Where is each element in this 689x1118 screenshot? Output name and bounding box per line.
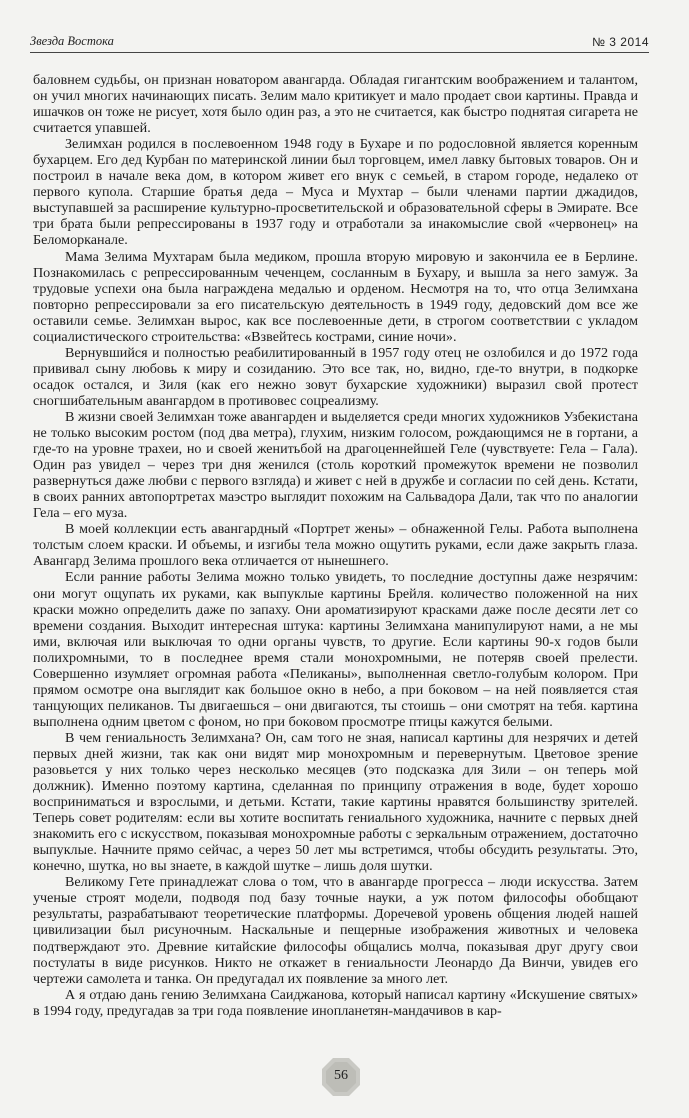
paragraph: В моей коллекции есть авангардный «Портрет жены» – обнаженной Гелы. Работа выполнена толстым слоем краски. И объемы, и изгибы тела можно ощутить руками, если даже закрыть глаза. Авангард Зелима прошлого века отличается от нынешнего. — [33, 521, 638, 570]
paragraph: А я отдаю дань гению Зелимхана Саиджанова, который написал картину «Искушение святых» в 1994 году, предугадав за три года появление инопланетян-мандачивов в кар- — [33, 986, 638, 1019]
article-body — [33, 72, 638, 1019]
paragraph: баловнем судьбы, он признан новатором авангарда. Обладая гигантским воображением и талантом, он учил многих начинающих писать. Зелим мало критикует и мало продает свои картины. Правда и ишачков он тоже не рисует, хотя было один раз, а это не считается, как быстро поднятая сигарета не считается упавшей. — [33, 72, 638, 137]
page-number: 56 — [334, 1068, 348, 1083]
running-header — [30, 30, 649, 53]
paragraph: В чем гениальность Зелимхана? Он, сам того не зная, написал картины для незрячих и детей первых дней жизни, так как они видят мир монохромным и перевернутым. Цветовое зрение разовьется у них только через несколько месяцев (это подсказка для Зили – он теперь мой должник). Именно поэтому картина, сделанная по принципу отражения в воде, будет хорошо восприниматься и взрослыми, и детьми. Кстати, такие картины нравятся большинству зрителей. Теперь совет родителям: если вы хотите воспитать гениального художника, начните с первых дней знакомить его с искусством, показывая монохромные работы с зеркальным отражением, достаточно выпуклые. Начните прямо сейчас, а через 50 лет мы встретимся, чтобы обсудить результаты. Это, конечно, шутка, но вы знаете, в каждой шутке – лишь доля шутки. — [33, 729, 638, 875]
paragraph: Зелимхан родился в послевоенном 1948 году в Бухаре и по родословной является коренным бухарцем. Его дед Курбан по материнской линии был торговцем, имел лавку бытовых товаров. Он и построил в начале века дом, в котором живет его внук с семьей, в старом городе, недалеко от первого купола. Старшие братья деда – Муса и Мухтар – были членами партии джадидов, выступавшей за расширение культурно-просветительской и образовательной сферы в Эмирате. Все три брата были репрессированы в 1937 году и отработали за инакомыслие свой «червонец» на Беломорканале. — [33, 136, 638, 249]
paragraph: Вернувшийся и полностью реабилитированный в 1957 году отец не озлобился и до 1972 года прививал сыну любовь к миру и созиданию. Это все так, но, видно, где-то внутри, в подкорке осадок остался, и Зиля (как его нежно зовут бухарские художники) выразил свой протест сногшибательным авангардом в противовес соцреализму. — [33, 344, 638, 409]
paragraph: В жизни своей Зелимхан тоже авангарден и выделяется среди многих художников Узбекистана не только высоким ростом (под два метра), глухим, низким голосом, рождающимся не в гортани, а где-то на уровне трахеи, но и своей женитьбой на драгоценнейшей Геле (чувствуете: Гела – Гала). Один раз увидел – через три дня женился (столь короткий промежуток времени не позволил развернуться даже любви с первого взгляда) и живет с ней в дружбе и согласии по сей день. Кстати, в своих ранних автопортретах маэстро выглядит похожим на Сальвадора Дали, так что по аналогии Гела – его муза. — [33, 408, 638, 522]
paragraph: Если ранние работы Зелима можно только увидеть, то последние доступны даже незрячим: они могут ощупать их руками, как выпуклые картины Брейля. количество положенной на них краски можно определить даже по запаху. Они ароматизируют красками даже после десяти лет со времени создания. Выходит интересная штука: картины Зелимхана манипулируют нами, а не мы ими, включая или выключая то одни органы чувств, то другие. Если картины 90-х годов были полихромными, то в последнее время стали монохромными, не потеряв своей прелести. Совершенно изумляет огромная работа «Пеликаны», выполненная светло-голубым колором. При прямом осмотре она выглядит как большое окно в небо, а при боковом – на ней появляется стая танцующих пеликанов. Ты двигаешься – они двигаются, ты стоишь – они смотрят на тебя. картина выполнена одним цветом с фоном, но при боковом просмотре птицы кажутся белыми. — [33, 569, 638, 730]
paragraph: Мама Зелима Мухтарам была медиком, прошла вторую мировую и закончила ее в Берлине. Познакомилась с репрессированным чеченцем, сосланным в Бухару, и вышла за него замуж. За трудовые успехи она была награждена медалью и орденом. Несмотря на то, что отца Зелимхана повторно репрессировали за его писательскую деятельность в 1949 году, дедовский дом все же оставили семье. Зелимхан вырос, как все послевоенные дети, в строгом соответствии с укладом социалистического строительства: «Взвейтесь кострами, синие ночи». — [33, 248, 638, 345]
paragraph: Великому Гете принадлежат слова о том, что в авангарде прогресса – люди искусства. Затем ученые строят модели, подводя под базу точные науки, а уж потом философы обобщают результаты, разрабатывают теоретические платформы. Доречевой уровень общения людей нашей цивилизации был рисуночным. Наскальные и пещерные изображения животных и человека подтверждают это. Древние китайские философы общались молча, показывая друг другу свои постулаты в виде рисунков. Никто не откажет в гениальности Леонардо Да Винчи, увидев его чертежи самолета и танка. Он предугадал их появление за много лет. — [33, 874, 638, 987]
page-number-badge — [321, 1057, 361, 1097]
issue-number: № 3 2014 — [592, 35, 649, 49]
journal-title: Звезда Востока — [30, 34, 114, 48]
